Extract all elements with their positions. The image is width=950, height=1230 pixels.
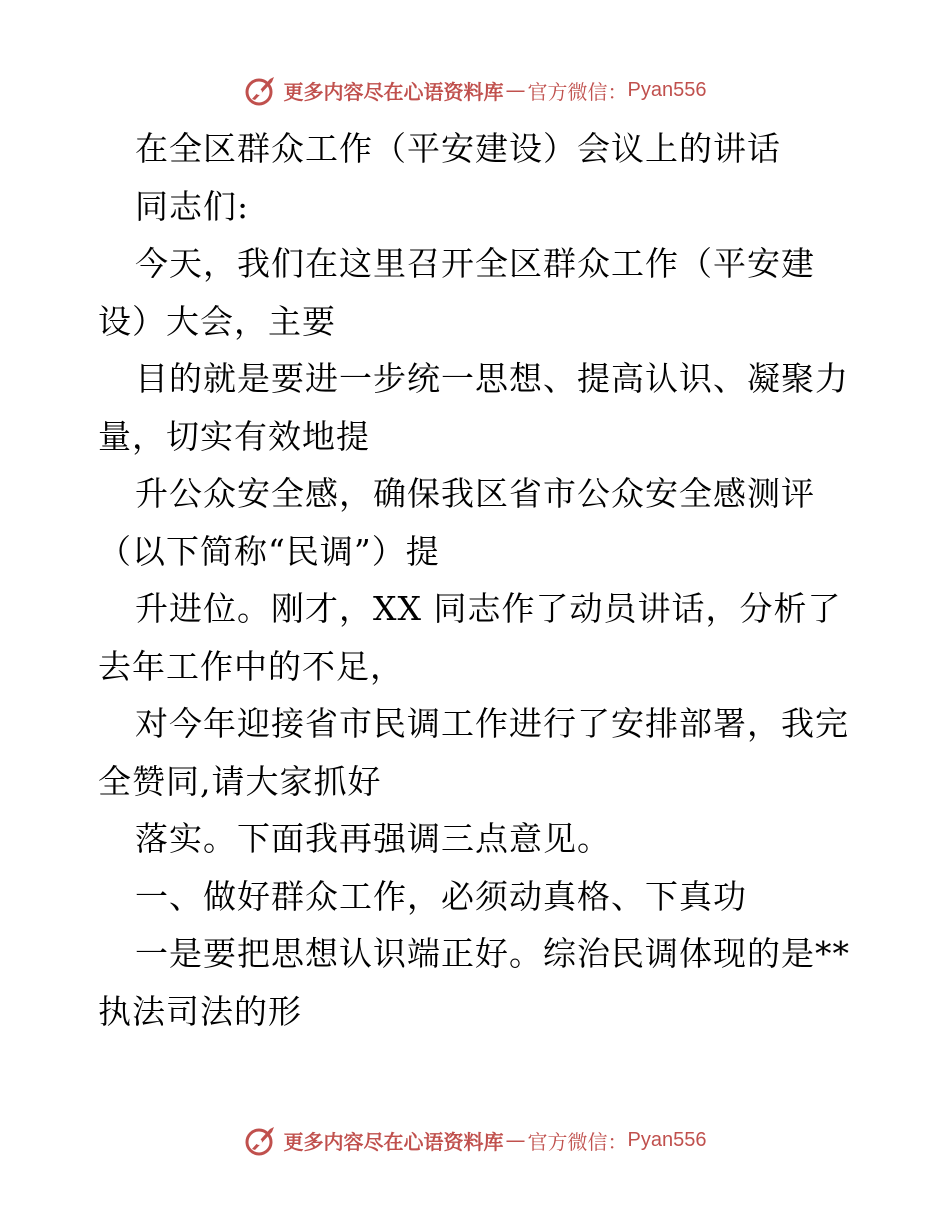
quill-pen-circle-icon [244, 1123, 278, 1157]
paragraph-line: 落实。下面我再强调三点意见。 [135, 819, 611, 858]
paragraph-line: 目的就是要进一步统一思想、提高认识、凝聚力 [135, 359, 849, 398]
watermark-dash: — [505, 78, 526, 102]
paragraph-line: 去年工作中的不足， [98, 646, 404, 686]
paragraph-line: 升进位。刚才，XX 同志作了动员讲话，分析了 [135, 589, 842, 628]
watermark-dash: — [505, 1128, 526, 1152]
paragraph-line: 量，切实有效地提 [98, 416, 370, 456]
watermark-wechat-id: Pyan556 [627, 78, 707, 101]
document-title: 在全区群众工作（平安建设）会议上的讲话 [135, 129, 781, 168]
paragraph-line: 对今年迎接省市民调工作进行了安排部署，我完 [135, 704, 849, 743]
paragraph-line: （以下简称“民调”）提 [98, 531, 440, 571]
paragraph-line: 执法司法的形 [98, 991, 302, 1031]
footer-watermark [0, 1120, 950, 1160]
watermark-brand: 更多内容尽在心语资料库 [283, 1129, 504, 1154]
paragraph-line: 升公众安全感，确保我区省市公众安全感测评 [135, 474, 815, 513]
paragraph-line: 设）大会，主要 [98, 301, 336, 341]
watermark-brand: 更多内容尽在心语资料库 [283, 79, 504, 104]
quill-pen-circle-icon [244, 73, 278, 107]
paragraph-line: 全赞同,请大家抓好 [98, 761, 382, 801]
paragraph-line: 一是要把思想认识端正好。综治民调体现的是** [135, 934, 850, 973]
watermark-wechat-label: 官方微信： [527, 1129, 628, 1154]
salutation: 同志们: [135, 186, 250, 226]
paragraph-line: 今天，我们在这里召开全区群众工作（平安建 [135, 244, 815, 283]
document-body [98, 120, 858, 1040]
watermark-wechat-label: 官方微信： [527, 79, 628, 104]
section-heading: 一、做好群众工作，必须动真格、下真功 [135, 876, 747, 916]
header-watermark [0, 70, 950, 110]
watermark-wechat-id: Pyan556 [627, 1128, 707, 1151]
